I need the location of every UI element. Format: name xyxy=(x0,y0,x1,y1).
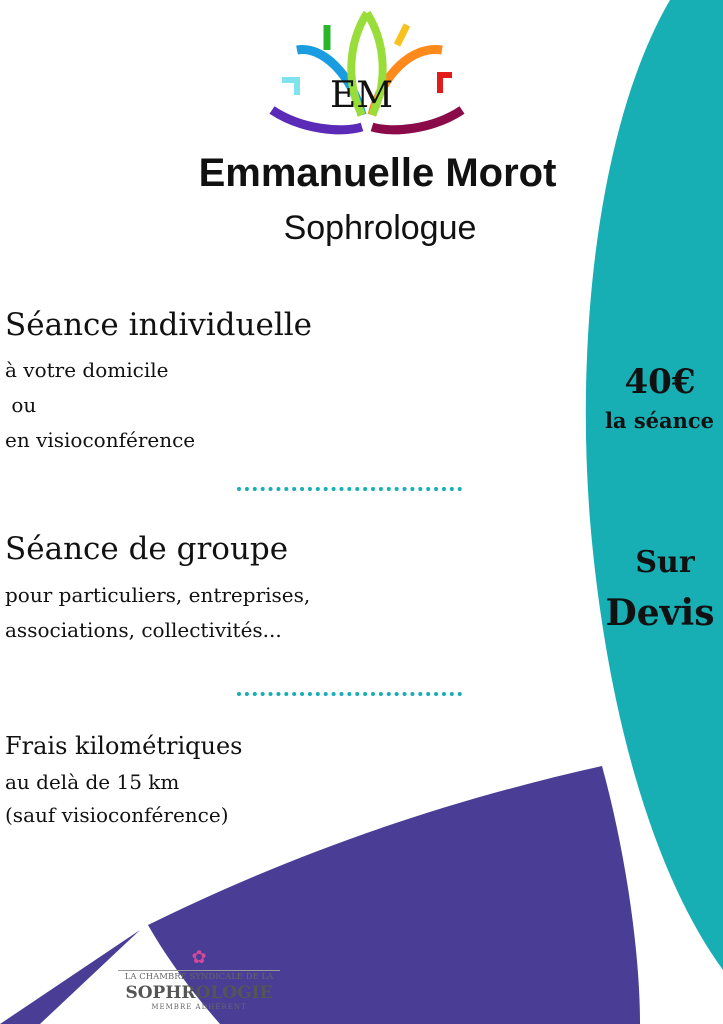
individual-line: ou xyxy=(5,393,37,417)
group-price-line2: Devis xyxy=(605,592,715,634)
syndicate-badge xyxy=(118,948,280,1012)
individual-price: 40€ xyxy=(624,362,696,402)
logo-initials: EM xyxy=(330,75,394,116)
badge-line2: SOPHROLOGIE xyxy=(125,983,273,1003)
group-price-line1: Sur xyxy=(635,545,695,580)
badge-line3: MEMBRE ADHÉRENT xyxy=(151,1003,247,1011)
practitioner-name: Emmanuelle Morot xyxy=(198,151,557,195)
fees-heading: Frais kilométriques xyxy=(5,732,243,760)
individual-heading: Séance individuelle xyxy=(5,307,312,343)
flower-icon: ✿ xyxy=(191,947,207,968)
individual-line: à votre domicile xyxy=(5,358,169,382)
fees-line: au delà de 15 km xyxy=(5,770,180,794)
lotus-logo xyxy=(262,5,478,135)
dotted-divider xyxy=(237,692,462,696)
group-heading: Séance de groupe xyxy=(5,531,289,567)
individual-line: en visioconférence xyxy=(5,428,196,452)
group-line: associations, collectivités... xyxy=(5,618,282,642)
fees-line: (sauf visioconférence) xyxy=(5,803,229,827)
badge-line1: LA CHAMBRE SYNDICALE DE LA xyxy=(124,972,274,982)
individual-price-unit: la séance xyxy=(604,408,715,433)
group-line: pour particuliers, entreprises, xyxy=(5,583,311,607)
dotted-divider xyxy=(237,487,462,491)
practitioner-title: Sophrologue xyxy=(283,209,477,247)
